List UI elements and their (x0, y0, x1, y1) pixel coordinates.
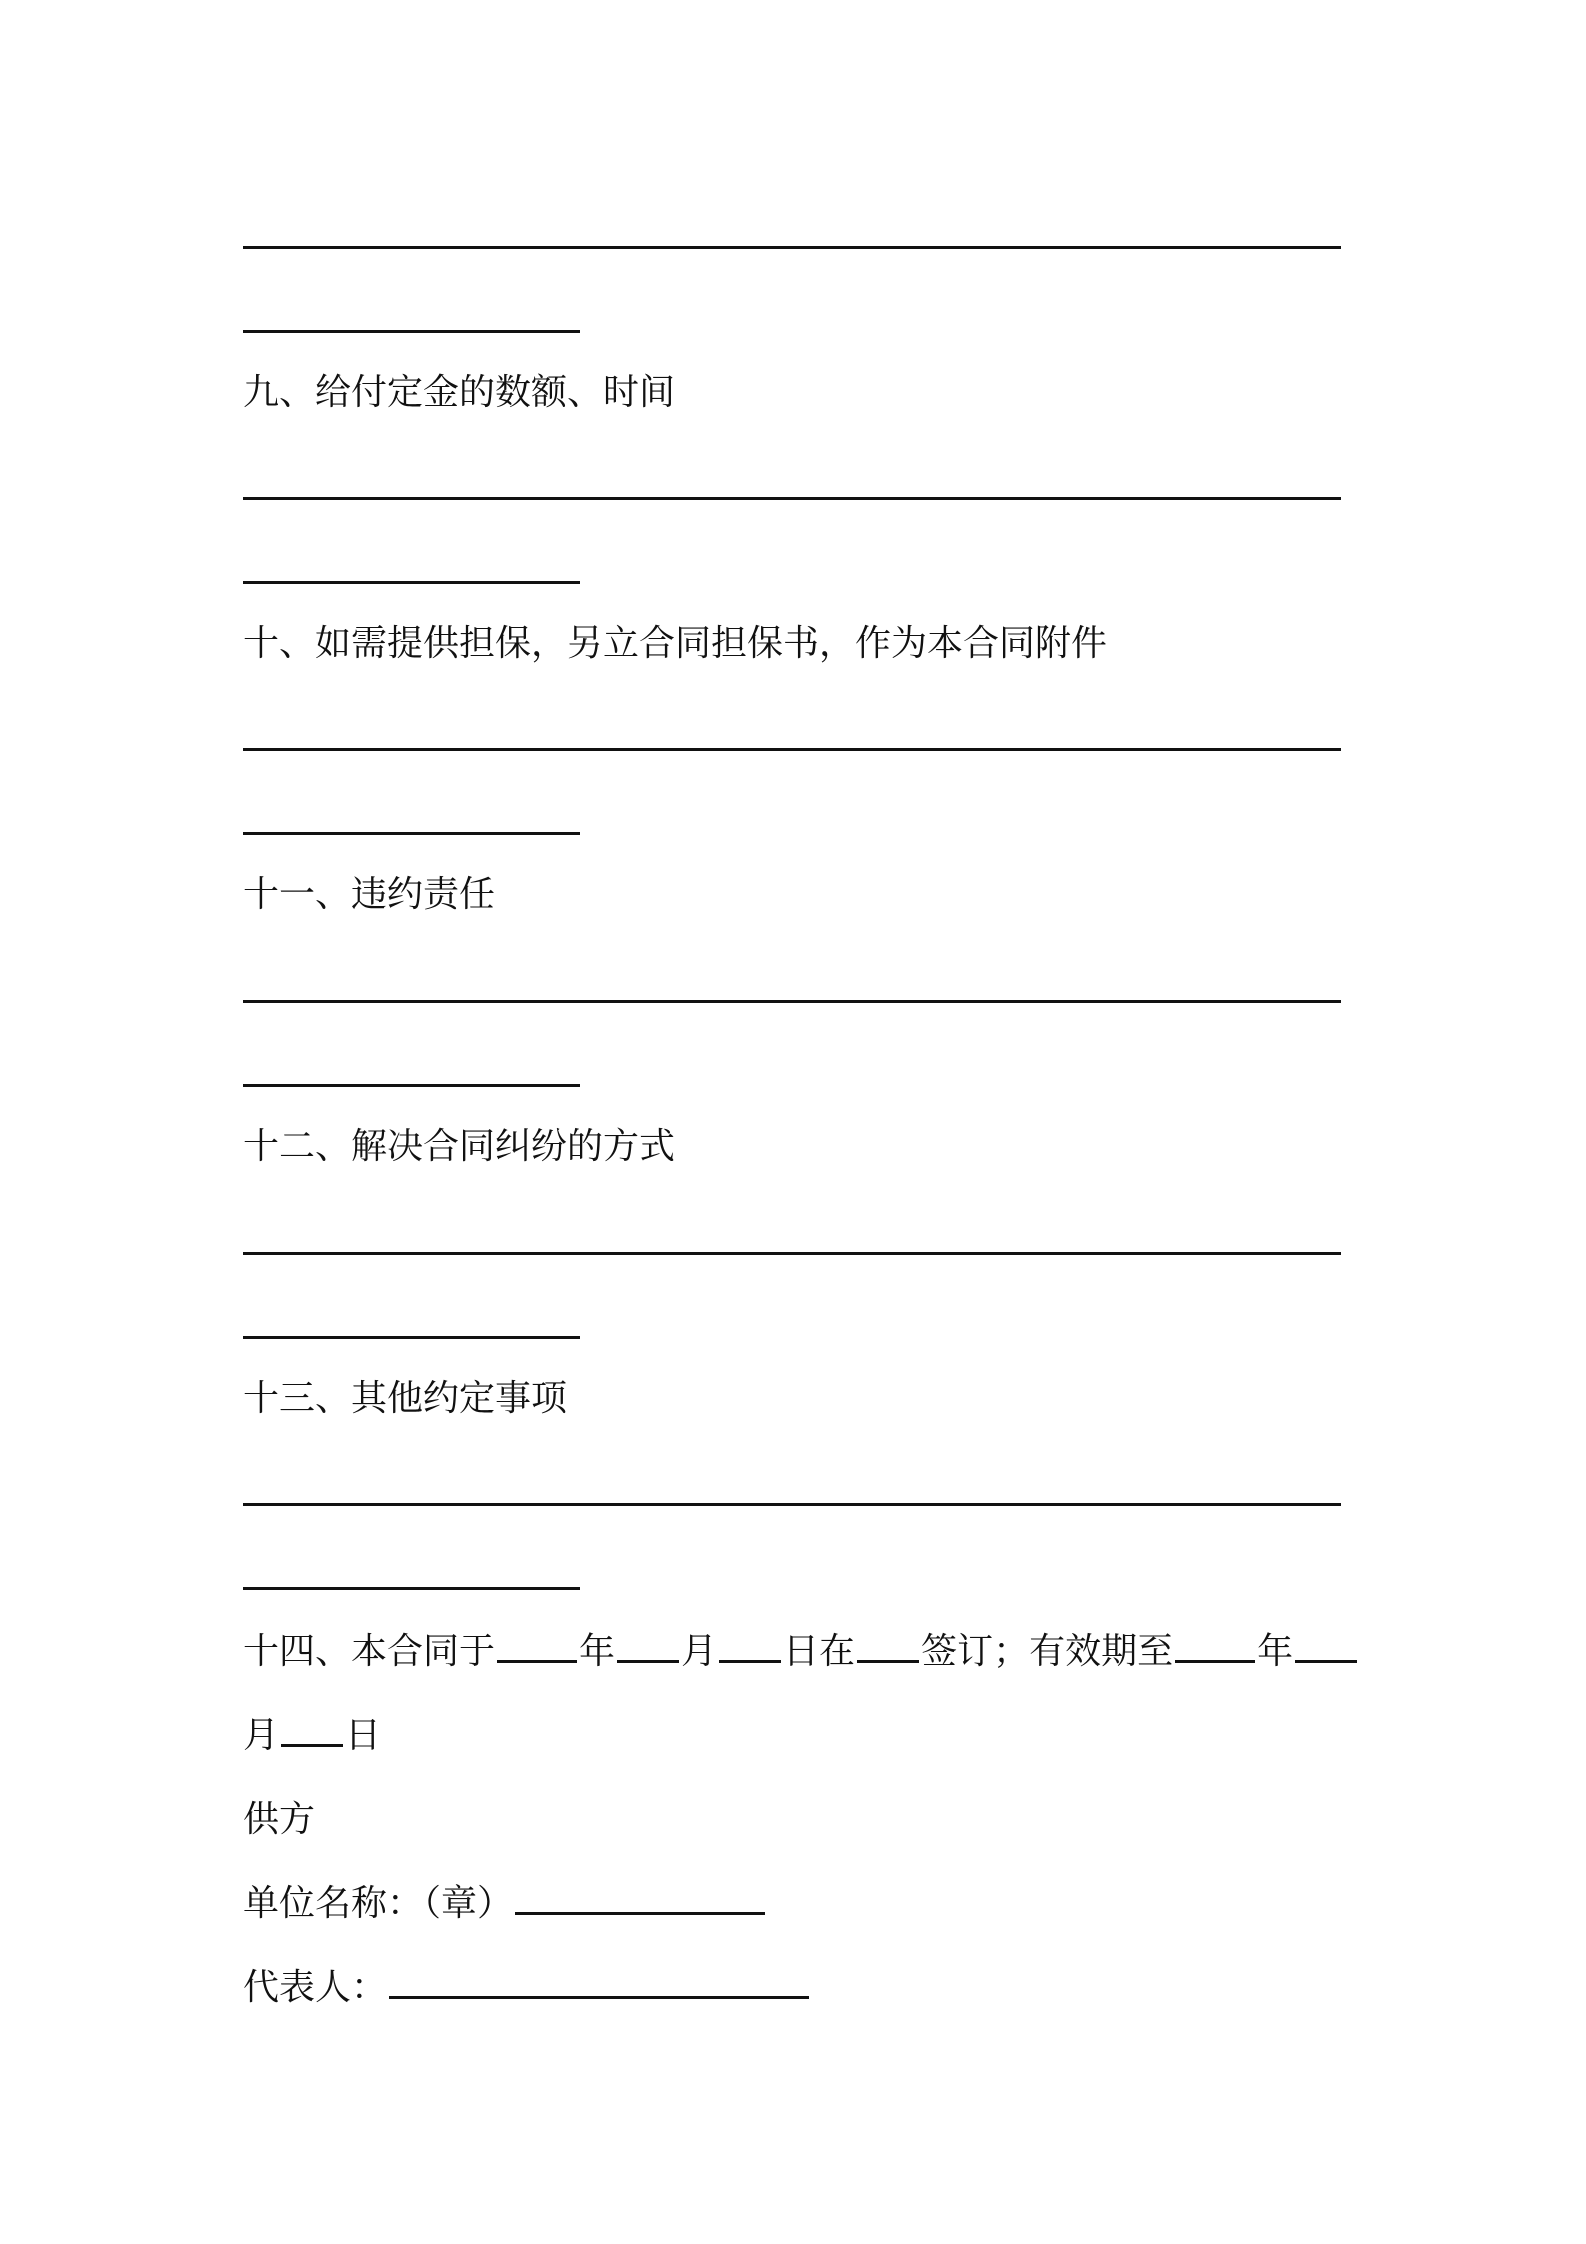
fill-in-line (243, 581, 580, 584)
unit-name-label: 单位名称：（章） (243, 1883, 514, 1924)
fill-in-line (243, 1503, 1341, 1506)
place-blank (857, 1660, 919, 1663)
clause14-day-in: 日在 (783, 1631, 856, 1672)
section-heading-13: 十三、其他约定事项 (243, 1378, 568, 1419)
clause14-year2: 年 (1257, 1631, 1294, 1672)
fill-in-line (243, 748, 1341, 751)
clause14-signed: 签订；有效期至 (921, 1631, 1174, 1672)
expiry-month-blank (1295, 1660, 1357, 1663)
expiry-day-blank (281, 1744, 343, 1747)
representative-label: 代表人： (243, 1967, 388, 2008)
fill-in-line (243, 1000, 1341, 1003)
section-heading-11: 十一、违约责任 (243, 874, 496, 915)
section-heading-14 (243, 1630, 1359, 1674)
fill-in-line (243, 1336, 580, 1339)
fill-in-line (243, 330, 580, 333)
representative-row (243, 1966, 811, 2010)
fill-in-line (243, 246, 1341, 249)
fill-in-line (243, 1587, 580, 1590)
clause14-month2: 月 (243, 1715, 280, 1756)
clause14-month: 月 (681, 1631, 718, 1672)
clause14-day2: 日 (345, 1715, 382, 1756)
fill-in-line (243, 1084, 580, 1087)
year-blank (497, 1660, 577, 1663)
day-blank (719, 1660, 781, 1663)
representative-blank (389, 1996, 809, 1999)
fill-in-line (243, 832, 580, 835)
fill-in-line (243, 497, 1341, 500)
clause14-prefix: 十四、本合同于 (243, 1631, 496, 1672)
supplier-title: 供方 (243, 1799, 316, 1840)
section-heading-10: 十、如需提供担保，另立合同担保书，作为本合同附件 (243, 623, 1108, 664)
month-blank (617, 1660, 679, 1663)
unit-name-row (243, 1882, 767, 1926)
fill-in-line (243, 1252, 1341, 1255)
clause14-year: 年 (579, 1631, 616, 1672)
section-heading-12: 十二、解决合同纠纷的方式 (243, 1126, 676, 1167)
unit-name-blank (515, 1912, 765, 1915)
expiry-year-blank (1175, 1660, 1255, 1663)
section-heading-9: 九、给付定金的数额、时间 (243, 372, 676, 413)
clause14-continuation (243, 1714, 381, 1758)
